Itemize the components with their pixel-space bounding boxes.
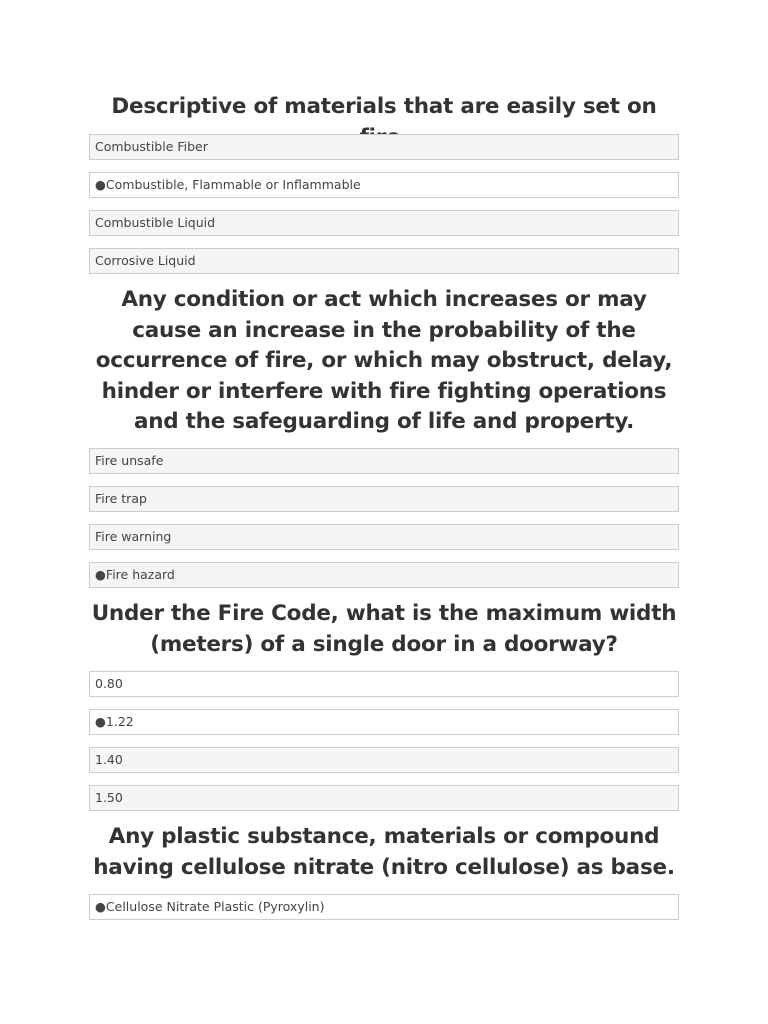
question-3-option-2[interactable]: ●1.22 [89, 709, 679, 735]
question-1-option-2[interactable]: ●Combustible, Flammable or Inflammable [89, 172, 679, 198]
question-2-option-2[interactable]: Fire trap [89, 486, 679, 512]
question-2-option-4[interactable]: ●Fire hazard [89, 562, 679, 588]
question-1-option-4[interactable]: Corrosive Liquid [89, 248, 679, 274]
question-3-option-3[interactable]: 1.40 [89, 747, 679, 773]
question-3-option-4[interactable]: 1.50 [89, 785, 679, 811]
question-3-text: Under the Fire Code, what is the maximum width (meters) of a single door in a doorway? [91, 601, 677, 657]
question-1-option-1[interactable]: Combustible Fiber [89, 134, 679, 160]
question-2-text: Any condition or act which increases or may cause an increase in the probability of the occurrence of fire, or which may obstruct, delay, hinder or interfere with fire fighting operations and the safeguarding of life and property. [95, 287, 673, 434]
question-1-text: Descriptive of materials that are easily set on [111, 94, 657, 119]
question-4-option-1[interactable]: ●Cellulose Nitrate Plastic (Pyroxylin) [89, 894, 679, 920]
question-4-text: Any plastic substance, materials or compound having cellulose nitrate (nitro cellulose) as base. [93, 824, 675, 880]
question-1-option-3[interactable]: Combustible Liquid [89, 210, 679, 236]
question-3-option-1[interactable]: 0.80 [89, 671, 679, 697]
question-2-option-1[interactable]: Fire unsafe [89, 448, 679, 474]
question-2-option-3[interactable]: Fire warning [89, 524, 679, 550]
